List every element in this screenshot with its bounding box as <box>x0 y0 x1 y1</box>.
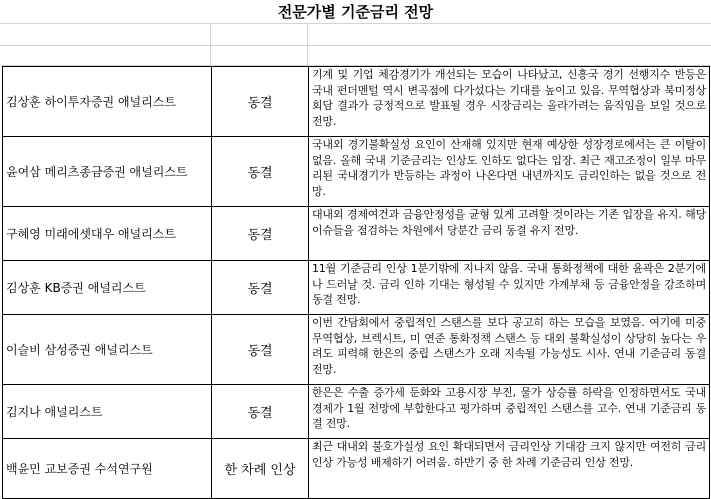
comment-cell[interactable]: 기계 및 기업 체감경기가 개선되는 모습이 나타났고, 신흥국 경기 선행지수 반등은 국내 펀더멘털 역시 변곡점에 다가섰다는 기대를 높이고 있음. 무역협상과 북미정상회담 결과가 긍정적으로 발표될 경우 시장금리는 올라가려는 움직임을 보일 것으로 전망. <box>309 67 710 137</box>
decision-cell[interactable]: 한 차례 인상 <box>212 439 309 499</box>
decision-cell[interactable]: 동결 <box>212 315 309 385</box>
table-row <box>3 315 710 385</box>
analyst-cell[interactable]: 윤여삼 메리츠종금증권 애널리스트 <box>3 137 212 207</box>
comment-cell[interactable]: 이번 간담회에서 중립적인 스탠스를 보다 공고히 하는 모습을 보였음. 여기에 미중 무역협상, 브렉시트, 미 연준 통화정책 스탠스 등 대외 불확실성이 상당히 높다는 우려도 피력해 한은의 중립 스탠스가 오래 지속될 가능성도 시사. 연내 기준금리 동결 전망. <box>309 315 710 385</box>
blank-cell <box>211 24 308 46</box>
decision-cell[interactable]: 동결 <box>212 137 309 207</box>
blank-row <box>0 24 711 46</box>
analyst-cell[interactable]: 김지나 애널리스트 <box>3 385 212 439</box>
comment-cell[interactable]: 대내외 경제여건과 금융안정성을 균형 있게 고려할 것이라는 기존 입장을 유지. 해당 이슈들을 점검하는 차원에서 당분간 금리 동결 유지 전망. <box>309 207 710 261</box>
blank-cell <box>211 44 308 66</box>
comment-cell[interactable]: 최근 대내외 불호가실성 요인 확대되면서 금리인상 기대감 크지 않지만 여전히 금리인상 가능성 배제하기 어려움. 하반기 중 한 차례 기준금리 인상 전망. <box>309 439 710 499</box>
comment-cell[interactable]: 한은은 수출 증가세 둔화와 고용시장 부진, 물가 상승률 하락을 인정하면서도 국내 경제가 1월 전망에 부합한다고 평가하며 중립적인 스탠스를 고수. 연내 기준금리 동결 전망. <box>309 385 710 439</box>
decision-cell[interactable]: 동결 <box>212 261 309 315</box>
analyst-cell[interactable]: 김상훈 KB증권 애널리스트 <box>3 261 212 315</box>
table-row <box>3 439 710 499</box>
analyst-cell[interactable]: 이슬비 삼성증권 애널리스트 <box>3 315 212 385</box>
comment-cell[interactable]: 국내외 경기불확실성 요인이 산재해 있지만 현재 예상한 성장경로에서는 큰 이탈이 없음. 올해 국내 기준금리는 인상도 인하도 없다는 입장. 최근 재고조정이 일부 마무리된 국내경기가 반등하는 과정이 나온다면 내년까지도 금리인하는 없을 것으로 전망. <box>309 137 710 207</box>
forecast-table <box>2 66 710 499</box>
table-row <box>3 67 710 137</box>
decision-cell[interactable]: 동결 <box>212 385 309 439</box>
table-row <box>3 385 710 439</box>
analyst-cell[interactable]: 김상훈 하이투자증권 애널리스트 <box>3 67 212 137</box>
table-row <box>3 207 710 261</box>
analyst-cell[interactable]: 백윤민 교보증권 수석연구원 <box>3 439 212 499</box>
decision-cell[interactable]: 동결 <box>212 207 309 261</box>
sheet-title: 전문가별 기준금리 전망 <box>0 0 711 24</box>
comment-cell[interactable]: 11월 기준금리 인상 1분기밖에 지나지 않음. 국내 통화정책에 대한 윤곽은 2분기에나 드러날 것. 금리 인하 기대는 형성될 수 있지만 가계부채 등 금융안정을 강조하며 동결 전망. <box>309 261 710 315</box>
blank-cell <box>0 44 211 66</box>
table-row <box>3 137 710 207</box>
blank-row <box>0 44 711 66</box>
table-row <box>3 261 710 315</box>
blank-cell <box>0 24 211 46</box>
analyst-cell[interactable]: 구혜영 미래에셋대우 애널리스트 <box>3 207 212 261</box>
decision-cell[interactable]: 동결 <box>212 67 309 137</box>
